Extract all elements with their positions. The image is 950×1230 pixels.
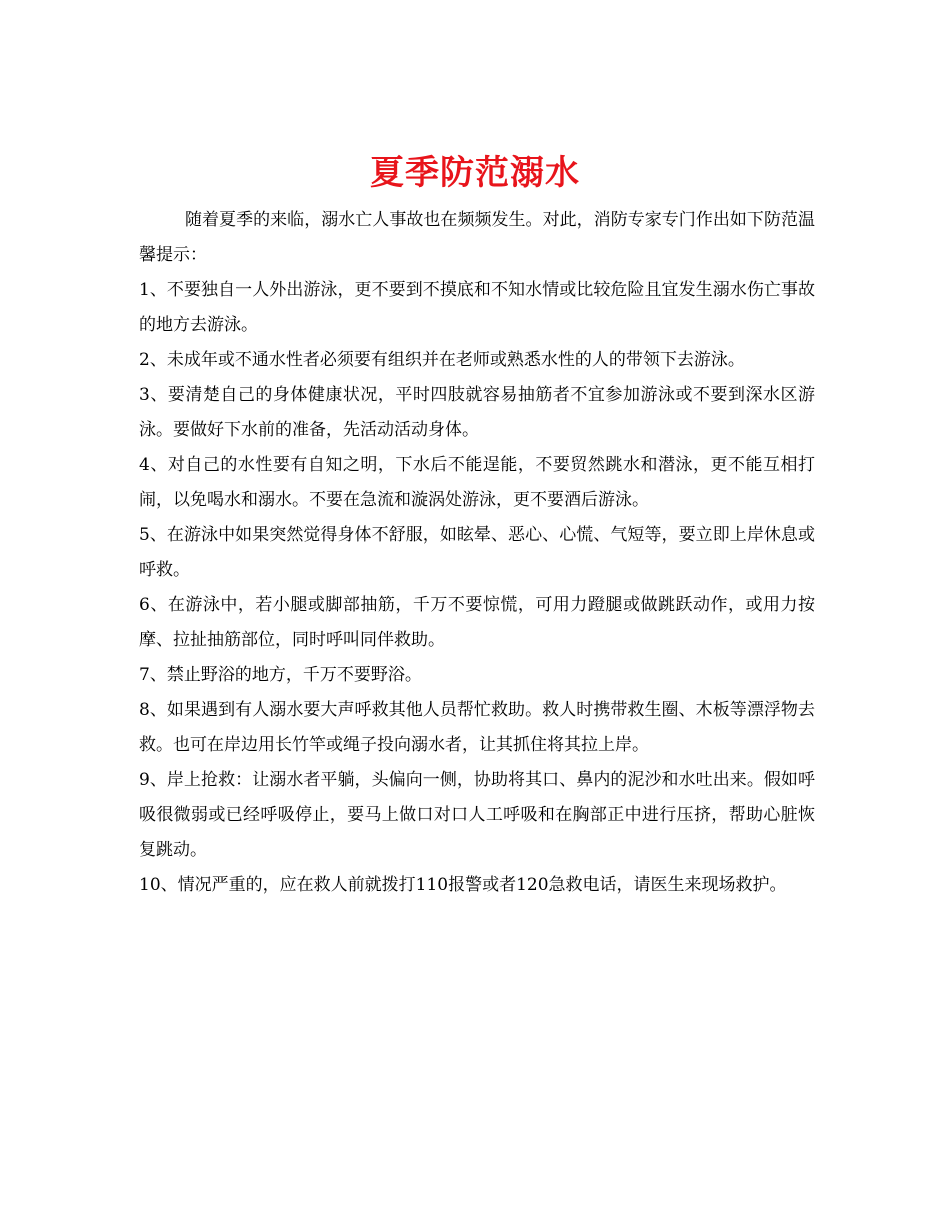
tip-paragraph-10: 10、情况严重的，应在救人前就拨打110报警或者120急救电话，请医生来现场救护。	[139, 875, 787, 895]
document-title: 夏季防范溺水	[370, 152, 580, 193]
tip-paragraph-6: 6、在游泳中，若小腿或脚部抽筋，千万不要惊慌，可用力蹬腿或做跳跃动作，或用力按摩、拉扯抽筋部位，同时呼叫同伴救助。	[139, 595, 815, 650]
tip-paragraph-2: 2、未成年或不通水性者必须要有组织并在老师或熟悉水性的人的带领下去游泳。	[139, 350, 745, 370]
tip-paragraph-5: 5、在游泳中如果突然觉得身体不舒服，如眩晕、恶心、心慌、气短等，要立即上岸休息或呼救。	[139, 525, 815, 580]
tip-paragraph-8: 8、如果遇到有人溺水要大声呼救其他人员帮忙救助。救人时携带救生圈、木板等漂浮物去救。也可在岸边用长竹竿或绳子投向溺水者，让其抓住将其拉上岸。	[139, 700, 815, 755]
tip-paragraph-4: 4、对自己的水性要有自知之明，下水后不能逞能，不要贸然跳水和潜泳，更不能互相打闹，以免喝水和溺水。不要在急流和漩涡处游泳，更不要酒后游泳。	[139, 455, 815, 510]
tip-paragraph-9: 9、岸上抢救：让溺水者平躺，头偏向一侧，协助将其口、鼻内的泥沙和水吐出来。假如呼吸很微弱或已经呼吸停止，要马上做口对口人工呼吸和在胸部正中进行压挤，帮助心脏恢复跳动。	[139, 770, 815, 860]
tip-paragraph-7: 7、禁止野浴的地方，千万不要野浴。	[139, 665, 422, 685]
document-body	[139, 203, 815, 903]
intro-paragraph: 随着夏季的来临，溺水亡人事故也在频频发生。对此，消防专家专门作出如下防范温馨提示：	[139, 210, 815, 265]
tip-paragraph-1: 1、不要独自一人外出游泳，更不要到不摸底和不知水情或比较危险且宜发生溺水伤亡事故的地方去游泳。	[139, 280, 815, 335]
tip-paragraph-3: 3、要清楚自己的身体健康状况，平时四肢就容易抽筋者不宜参加游泳或不要到深水区游泳。要做好下水前的准备，先活动活动身体。	[139, 385, 815, 440]
